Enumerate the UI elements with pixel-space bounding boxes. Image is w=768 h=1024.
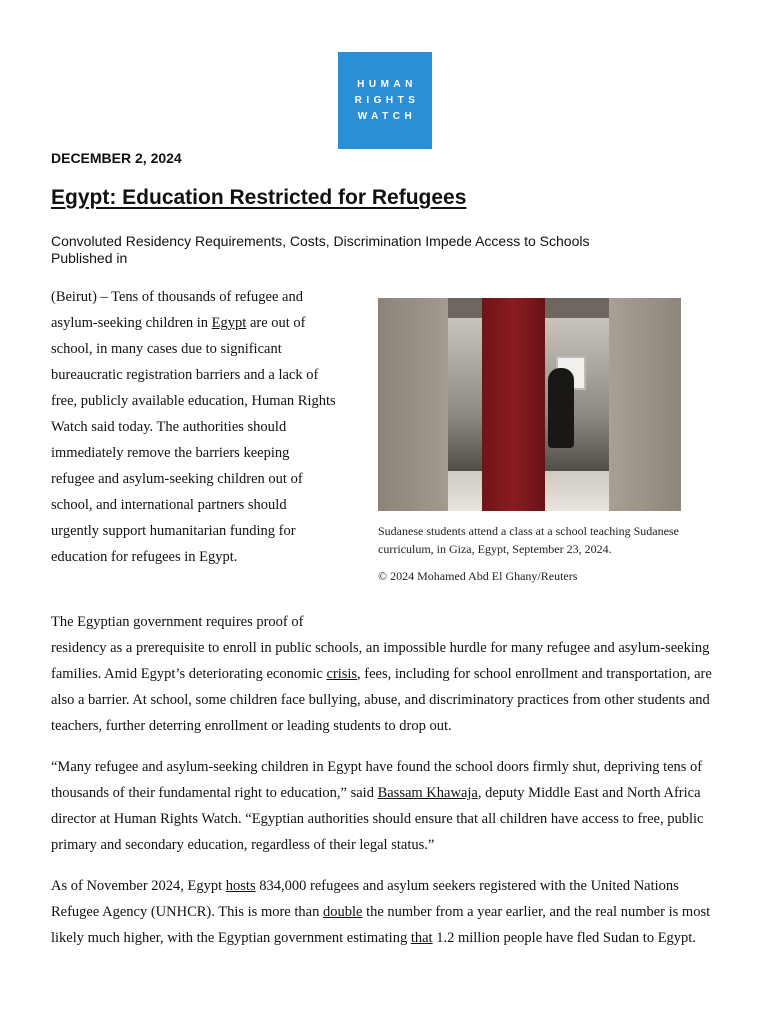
paragraph-text: (Beirut) – Tens of thousands of refugee and asylum-seeking children in <box>51 289 303 331</box>
double-link[interactable]: double <box>322 904 363 920</box>
logo-line-2: RIGHTS <box>354 94 420 106</box>
paragraph-residency <box>51 635 721 739</box>
photo-caption: Sudanese students attend a class at a school teaching Sudanese curriculum, in Giza, Egypt, September 23, 2024. <box>378 524 679 556</box>
subtitle-text: Convoluted Residency Requirements, Costs, Discrimination Impede Access to Schools <box>51 233 590 249</box>
bassam-khawaja-link[interactable]: Bassam Khawaja <box>377 785 478 801</box>
paragraph-intro <box>51 284 336 570</box>
logo-line-3: WATCH <box>357 110 417 122</box>
crisis-link[interactable]: crisis <box>326 666 358 682</box>
egypt-link[interactable]: Egypt <box>211 315 247 331</box>
paragraph-text: 1.2 million people have fled Sudan to Egypt. <box>432 930 696 946</box>
paragraph-text: “Many refugee and asylum-seeking children in Egypt have found the school doors firmly shut, depriving tens of thousands of their fundamental right to education,” said <box>51 759 703 801</box>
paragraph-quote <box>51 754 721 858</box>
paragraph-text: , deputy Middle East and North Africa director at Human Rights Watch. “Egyptian authorities should ensure that all children have access to free, public primary and secondary education, regardless of their legal status.” <box>51 785 704 853</box>
hrw-logo[interactable] <box>338 52 432 149</box>
paragraph-text: As of November 2024, Egypt <box>51 878 226 894</box>
logo-line-1: HUMAN <box>357 78 417 90</box>
that-link[interactable]: that <box>410 930 433 946</box>
article-subtitle <box>51 233 691 267</box>
paragraph-residency-start: The Egyptian government requires proof of <box>51 614 304 630</box>
article-photo <box>378 298 681 511</box>
article-title[interactable]: Egypt: Education Restricted for Refugees <box>51 186 467 209</box>
photo-red-pillar <box>482 298 545 511</box>
paragraph-text: the number from a year earlier, and the real number is most likely much higher, with the Egyptian government estimating <box>51 904 711 946</box>
photo-wall-left <box>378 298 448 511</box>
paragraph-text: are out of school, in many cases due to significant bureaucratic registration barriers and a lack of free, publicly available education, Human Rights Watch said today. The authorities should immediately remove the barriers keeping refugee and asylum-seeking children out of school, and international partners should urgently support humanitarian funding for education for refugees in Egypt. <box>51 315 336 565</box>
hosts-link[interactable]: hosts <box>225 878 256 894</box>
photo-wall-right <box>609 298 681 511</box>
published-in-label: Published in <box>51 250 128 266</box>
photo-credit: © 2024 Mohamed Abd El Ghany/Reuters <box>378 569 578 583</box>
publish-date: DECEMBER 2, 2024 <box>51 150 182 166</box>
paragraph-text: residency as a prerequisite to enroll in public schools, an impossible hurdle for many refugee and asylum-seeking families. Amid Egypt’s deteriorating economic <box>51 640 710 682</box>
paragraph-text: 834,000 refugees and asylum seekers registered with the United Nations Refugee Agency (UNHCR). This is more than <box>51 878 679 920</box>
paragraph-text: , fees, including for school enrollment and transportation, are also a barrier. At school, some children face bullying, abuse, and discriminatory practices from other students and teachers, further deterring enrollment or leading students to drop out. <box>51 666 712 734</box>
photo-teacher <box>548 368 574 448</box>
paragraph-statistics <box>51 873 721 951</box>
